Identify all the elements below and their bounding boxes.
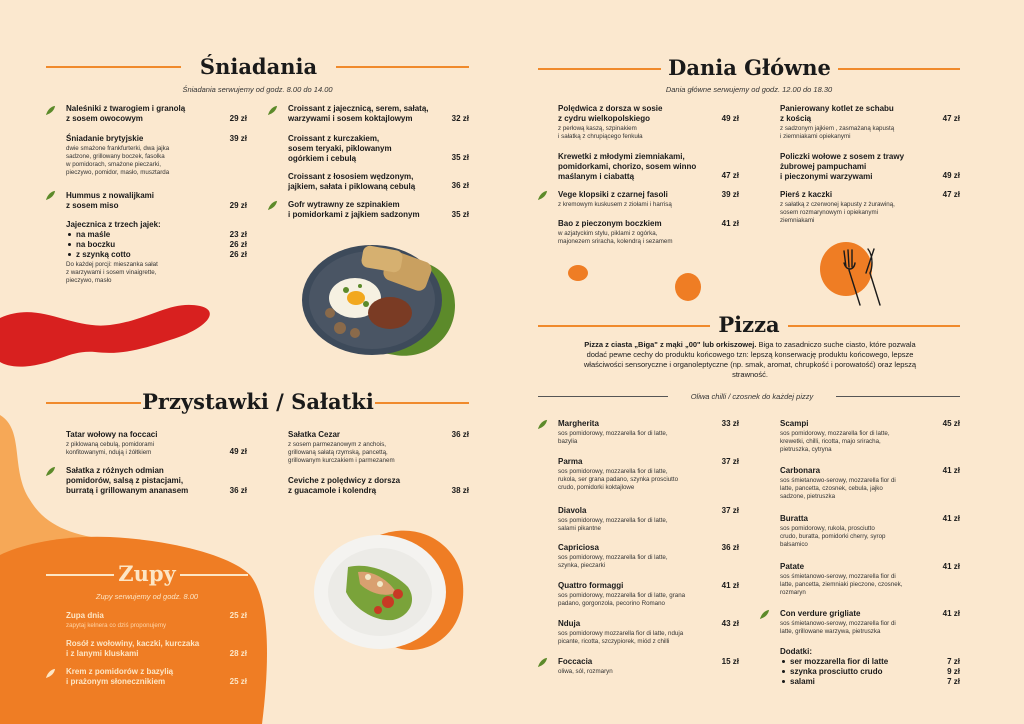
divider-line xyxy=(538,325,710,327)
pizza-intro xyxy=(575,340,925,380)
item-name: Con verdure grigliate xyxy=(780,609,861,618)
divider-line xyxy=(538,68,661,70)
variant-price: 7 zł xyxy=(947,657,960,666)
menu-item xyxy=(288,430,448,465)
item-price: 41 zł xyxy=(942,514,960,523)
item-name: Quattro formaggi xyxy=(558,581,624,590)
bullet-dot xyxy=(68,253,71,256)
item-name: Panierowany kotlet ze schabu z kością xyxy=(780,104,894,123)
variant-price: 23 zł xyxy=(229,230,247,239)
item-price: 15 zł xyxy=(721,657,739,666)
item-price: 41 zł xyxy=(942,466,960,475)
menu-item xyxy=(66,220,248,285)
item-price: 25 zł xyxy=(229,677,247,686)
variant-price: 26 zł xyxy=(229,240,247,249)
item-price: 35 zł xyxy=(451,210,469,219)
item-price: 45 zł xyxy=(942,419,960,428)
section-title-przystawki: Przystawki / Sałatki xyxy=(142,389,374,414)
item-name: Sałatka Cezar xyxy=(288,430,341,439)
item-name: Margherita xyxy=(558,419,599,428)
menu-item xyxy=(558,506,708,533)
item-price: 43 zł xyxy=(721,619,739,628)
bullet-dot xyxy=(782,660,785,663)
menu-item xyxy=(288,172,448,192)
item-description: sos pomidorowy mozzarella fior di latte, nduja picante, ricotta, szczypiorek, miód z chilli xyxy=(558,630,684,645)
pizza-intro-text: Biga to zasadniczo suche ciasto, które pozwala dodać pewne cechy do produktu końcowego tzn: lepszą konserwację produktu końcowego, lepsze właściwości sensoryczne i organoleptyczne (np. smak, aromat, chrupkość i porowatość) oraz lepszą strawność. xyxy=(583,340,917,379)
breakfast-plate-image xyxy=(300,238,450,358)
item-name: Jajecznica z trzech jajek: xyxy=(66,220,161,229)
item-name: Croissant z jajecznicą, serem, sałatą, warzywami i sosem koktajlowym xyxy=(288,104,429,123)
menu-item xyxy=(66,611,226,630)
dodatki-block xyxy=(780,647,960,687)
item-price: 32 zł xyxy=(451,114,469,123)
item-name: Rosół z wołowiny, kaczki, kurczaka i z lanymi kluskami xyxy=(66,639,200,658)
menu-item xyxy=(558,219,718,246)
item-price: 41 zł xyxy=(942,609,960,618)
item-price: 47 zł xyxy=(942,190,960,199)
orange-dot xyxy=(675,273,701,301)
salad-plate-image xyxy=(308,532,458,652)
section-subtitle: Śniadania serwujemy od godz. 8.00 do 14.00 xyxy=(182,85,333,94)
cutlery-icon xyxy=(830,243,890,313)
item-price: 36 zł xyxy=(229,486,247,495)
leaf-icon xyxy=(759,609,770,620)
item-description: w azjatyckim stylu, piklami z ogórka, majonezem sriracha, kolendrą i sezamem xyxy=(558,230,673,245)
pizza-note: Oliwa chilli / czosnek do każdej pizzy xyxy=(690,392,814,401)
leaf-icon xyxy=(45,105,56,116)
variant-row xyxy=(66,240,248,250)
item-price: 41 zł xyxy=(942,562,960,571)
item-description: z piklowaną cebulą, pomidorami konfitowanymi, ndują i żółtkiem xyxy=(66,441,155,456)
menu-item xyxy=(780,466,930,501)
divider-line xyxy=(46,574,114,576)
item-price: 25 zł xyxy=(229,611,247,620)
leaf-icon xyxy=(267,105,278,116)
variant-name: z szynką cotto xyxy=(76,250,131,259)
divider-line xyxy=(788,325,960,327)
item-description: sos śmietanowo-serowy, mozzarella fior di latte, grillowane warzywa, pietruszka xyxy=(780,620,896,635)
item-name: Pierś z kaczki xyxy=(780,190,833,199)
item-price: 36 zł xyxy=(721,543,739,552)
item-price: 33 zł xyxy=(721,419,739,428)
item-description: z perłową kaszą, szpinakiem i sałatką z chrupiącego fenkuła xyxy=(558,125,643,140)
bullet-dot xyxy=(782,670,785,673)
menu-item xyxy=(780,190,940,225)
divider-line xyxy=(46,402,141,404)
divider-line xyxy=(180,574,248,576)
item-name: Vege klopsiki z czarnej fasoli xyxy=(558,190,668,199)
menu-item xyxy=(780,152,940,182)
menu-item xyxy=(558,543,708,570)
item-name: Patate xyxy=(780,562,805,571)
red-brush-shape xyxy=(0,305,210,367)
divider-line xyxy=(375,402,469,404)
divider-line xyxy=(336,66,469,68)
item-name: Scampi xyxy=(780,419,809,428)
item-name: Bao z pieczonym boczkiem xyxy=(558,219,662,228)
item-price: 39 zł xyxy=(721,190,739,199)
menu-item xyxy=(558,581,718,608)
item-name: Hummus z nowalijkami z sosem miso xyxy=(66,191,155,210)
item-price: 47 zł xyxy=(721,171,739,180)
item-price: 36 zł xyxy=(451,430,469,439)
item-price: 39 zł xyxy=(229,134,247,143)
menu-item xyxy=(558,190,718,209)
menu-item xyxy=(780,104,940,141)
item-price: 28 zł xyxy=(229,649,247,658)
menu-item xyxy=(66,430,226,457)
item-description: sos śmietanowo-serowy, mozzarella fior di latte, pancetta, ziemniaki pieczone, czosnek, rozmaryn xyxy=(780,573,903,596)
item-price: 49 zł xyxy=(942,171,960,180)
item-name: Ceviche z polędwicy z dorsza z guacamole i kolendrą xyxy=(288,476,401,495)
item-description: sos pomidorowy, mozzarella fior di latte, grana padano, gorgonzola, pecorino Romano xyxy=(558,592,686,607)
variant-row xyxy=(780,677,960,687)
variant-price: 26 zł xyxy=(229,250,247,259)
variant-row xyxy=(66,230,248,240)
item-description: sos śmietanowo-serowy, mozzarella fior di latte, pancetta, czosnek, cebula, jajko sadzone, pietruszka xyxy=(780,477,896,500)
item-name: Krewetki z młodymi ziemniakami, pomidorkami, chorizo, sosem winno maślanym i ciabattą xyxy=(558,152,697,181)
menu-item xyxy=(558,457,708,492)
menu-item xyxy=(780,514,930,549)
item-price: 35 zł xyxy=(451,153,469,162)
bullet-dot xyxy=(68,233,71,236)
menu-item xyxy=(288,476,448,496)
leaf-icon xyxy=(537,419,548,430)
menu-item xyxy=(780,419,930,454)
item-description: z kremowym kuskusem z ziołami i harrisą xyxy=(558,201,672,208)
item-name: Nduja xyxy=(558,619,581,628)
item-name: Capriciosa xyxy=(558,543,599,552)
item-price: 41 zł xyxy=(721,581,739,590)
menu-item xyxy=(288,104,448,124)
menu-item xyxy=(780,609,930,636)
variant-price: 7 zł xyxy=(947,677,960,686)
item-name: Sałatka z różnych odmian pomidorów, salsą z pistacjami, burratą i grillowanym ananasem xyxy=(66,466,189,495)
menu-item xyxy=(780,562,930,597)
item-description: zapytaj kelnera co dziś proponujemy xyxy=(66,622,167,629)
variant-row xyxy=(780,667,960,677)
dodatki-title: Dodatki: xyxy=(780,647,812,656)
leaf-icon xyxy=(537,190,548,201)
item-name: Diavola xyxy=(558,506,587,515)
item-description: Do każdej porcji: mieszanka sałat z warzywami i sosem vinaigrette, pieczywo, masło xyxy=(66,261,158,284)
section-title-zupy: Zupy xyxy=(118,561,176,586)
item-name: Carbonara xyxy=(780,466,821,475)
item-name: Policzki wołowe z sosem z trawy żubrowej pampuchami i pieczonymi warzywami xyxy=(780,152,905,181)
menu-item xyxy=(66,191,226,211)
item-name: Polędwica z dorsza w sosie z cydru wielkopolskiego xyxy=(558,104,663,123)
item-price: 36 zł xyxy=(451,181,469,190)
item-price: 49 zł xyxy=(229,447,247,456)
section-title-pizza: Pizza xyxy=(718,312,780,337)
item-name: Zupa dnia xyxy=(66,611,104,620)
menu-item xyxy=(288,134,448,164)
item-description: z sosem parmezanowym z anchois, grillowaną sałatą rzymską, pancettą, grillowanym kurczakiem i parmezanem xyxy=(288,441,395,464)
variant-row xyxy=(780,657,960,667)
pizza-intro-bold: Pizza z ciasta „Biga" z mąki „00" lub orkiszowej. xyxy=(584,340,757,349)
variant-name: szynka prosciutto crudo xyxy=(790,667,883,676)
variant-name: ser mozzarella fior di latte xyxy=(790,657,889,666)
menu-item xyxy=(558,104,718,141)
item-description: z sadzonym jajkiem , zasmażaną kapustą i ziemniakami opiekanymi xyxy=(780,125,895,140)
leaf-icon xyxy=(267,200,278,211)
item-name: Tatar wołowy na foccaci xyxy=(66,430,158,439)
leaf-icon xyxy=(45,668,56,679)
item-description: sos pomidorowy, mozzarella fior di latte, krewetki, chilli, ricotta, majo sriracha, pietruszka, cytryna xyxy=(780,430,890,453)
menu-item xyxy=(288,200,448,220)
menu-item xyxy=(66,134,226,177)
variant-row xyxy=(66,250,248,260)
menu-item xyxy=(558,419,708,446)
item-description: sos pomidorowy, mozzarella fior di latte, bazylia xyxy=(558,430,668,445)
item-price: 47 zł xyxy=(942,114,960,123)
item-name: Croissant z łososiem wędzonym, jajkiem, sałata i piklowaną cebulą xyxy=(288,172,416,191)
item-price: 41 zł xyxy=(721,219,739,228)
section-title-dania-glowne: Dania Główne xyxy=(668,55,831,80)
item-name: Foccacia xyxy=(558,657,593,666)
item-price: 29 zł xyxy=(229,201,247,210)
item-description: z sałatką z czerwonej kapusty z żurawiną, sosem rozmarynowym i opiekanymi ziemniakami xyxy=(780,201,895,224)
section-subtitle: Zupy serwujemy od godz. 8.00 xyxy=(95,592,199,601)
leaf-icon xyxy=(537,657,548,668)
item-price: 38 zł xyxy=(451,486,469,495)
item-price: 29 zł xyxy=(229,114,247,123)
orange-dot xyxy=(568,265,588,281)
section-title-sniadania: Śniadania xyxy=(199,54,318,79)
section-subtitle: Dania główne serwujemy od godz. 12.00 do 18.30 xyxy=(665,85,833,94)
variant-name: na boczku xyxy=(76,240,116,249)
item-name: Buratta xyxy=(780,514,809,523)
item-price: 49 zł xyxy=(721,114,739,123)
divider-line xyxy=(538,396,668,397)
menu-item xyxy=(66,104,226,124)
item-description: sos pomidorowy, mozzarella fior di latte, rukola, ser grana padano, szynka prosciutto crudo, pomidorki koktajlowe xyxy=(558,468,679,491)
divider-line xyxy=(836,396,960,397)
item-price: 37 zł xyxy=(721,457,739,466)
item-name: Naleśniki z twarogiem i granolą z sosem owocowym xyxy=(66,104,186,123)
variant-price: 9 zł xyxy=(947,667,960,676)
item-name: Gofr wytrawny ze szpinakiem i pomidorkami z jajkiem sadzonym xyxy=(288,200,420,219)
item-description: sos pomidorowy, mozzarella fior di latte, salami pikantne xyxy=(558,517,668,532)
leaf-icon xyxy=(45,190,56,201)
item-description: dwie smażone frankfurterki, dwa jajka sadzone, grillowany boczek, fasolka w pomidorach, smażone pieczarki, pieczywo, pomidor, masło, musztarda xyxy=(66,145,170,176)
item-description: sos pomidorowy, mozzarella fior di latte, szynka, pieczarki xyxy=(558,554,668,569)
menu-item xyxy=(558,657,708,676)
bullet-dot xyxy=(782,680,785,683)
variant-name: na maśle xyxy=(76,230,111,239)
item-description: sos pomidorowy, rukola, prosciutto crudo, buratta, pomidorki cherry, syrop balsamico xyxy=(780,525,886,548)
item-name: Croissant z kurczakiem, sosem teryaki, piklowanym ogórkiem i cebulą xyxy=(288,134,392,163)
variant-name: salami xyxy=(790,677,815,686)
item-description: oliwa, sól, rozmaryn xyxy=(558,668,613,675)
leaf-icon xyxy=(45,466,56,477)
bullet-dot xyxy=(68,243,71,246)
item-price: 37 zł xyxy=(721,506,739,515)
item-name: Krem z pomidorów z bazylią i prażonym słonecznikiem xyxy=(66,667,174,686)
item-name: Parma xyxy=(558,457,583,466)
item-name: Śniadanie brytyjskie xyxy=(66,134,144,143)
menu-item xyxy=(558,619,718,646)
divider-line xyxy=(838,68,960,70)
divider-line xyxy=(46,66,181,68)
